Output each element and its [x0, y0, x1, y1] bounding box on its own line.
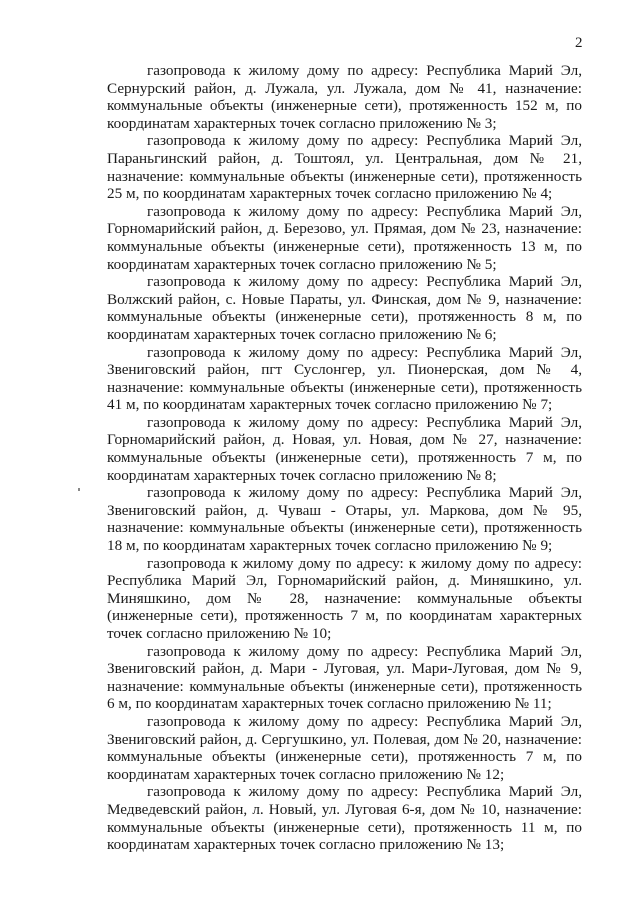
paragraph: газопровода к жилому дому по адресу: Республика Марий Эл, Параньгинский район, д. Тоштоял, ул. Центральная, дом № 21, назначение: коммунальные объекты (инженерные сети), протяженность 25 м, по координатам характерных точек согласно приложению № 4; — [107, 132, 582, 203]
document-body — [107, 62, 582, 854]
paragraph: газопровода к жилому дому по адресу: Республика Марий Эл, Звениговский район, пгт Суслонгер, ул. Пионерская, дом № 4, назначение: коммунальные объекты (инженерные сети), протяженность 41 м, по координатам характерных точек согласно приложению № 7; — [107, 343, 582, 414]
paragraph: газопровода к жилому дому по адресу: Республика Марий Эл, Медведевский район, л. Новый, ул. Луговая 6-я, дом № 10, назначение: коммунальные объекты (инженерные сети), протяженность 11 м, по координатам характерных точек согласно приложению № 13; — [107, 783, 582, 854]
paragraph: газопровода к жилому дому по адресу: Республика Марий Эл, Звениговский район, д. Сергушкино, ул. Полевая, дом № 20, назначение: коммунальные объекты (инженерные сети), протяженность 7 м, по координатам характерных точек согласно приложению № 12; — [107, 712, 582, 783]
page-number: 2 — [575, 35, 583, 51]
margin-mark — [78, 488, 80, 491]
paragraph: газопровода к жилому дому по адресу: к жилому дому по адресу: Республика Марий Эл, Горномарийский район, д. Миняшкино, ул. Миняшкино, дом № 28, назначение: коммунальные объекты (инженерные сети), протяженность 7 м, по координатам характерных точек согласно приложению № 10; — [107, 554, 582, 642]
paragraph: газопровода к жилому дому по адресу: Республика Марий Эл, Горномарийский район, д. Березово, ул. Прямая, дом № 23, назначение: коммунальные объекты (инженерные сети), протяженность 13 м, по координатам характерных точек согласно приложению № 5; — [107, 202, 582, 273]
paragraph: газопровода к жилому дому по адресу: Республика Марий Эл, Звениговский район, д. Мари - Луговая, ул. Мари-Луговая, дом № 9, назначение: коммунальные объекты (инженерные сети), протяженность 6 м, по координатам характерных точек согласно приложению № 11; — [107, 642, 582, 713]
paragraph: газопровода к жилому дому по адресу: Республика Марий Эл, Звениговский район, д. Чуваш - Отары, ул. Маркова, дом № 95, назначение: коммунальные объекты (инженерные сети), протяженность 18 м, по координатам характерных точек согласно приложению № 9; — [107, 484, 582, 555]
paragraph: газопровода к жилому дому по адресу: Республика Марий Эл, Горномарийский район, д. Новая, ул. Новая, дом № 27, назначение: коммунальные объекты (инженерные сети), протяженность 7 м, по координатам характерных точек согласно приложению № 8; — [107, 413, 582, 484]
paragraph: газопровода к жилому дому по адресу: Республика Марий Эл, Сернурский район, д. Лужала, ул. Лужала, дом № 41, назначение: коммунальные объекты (инженерные сети), протяженность 152 м, по координатам характерных точек согласно приложению № 3; — [107, 62, 582, 132]
paragraph: газопровода к жилому дому по адресу: Республика Марий Эл, Волжский район, с. Новые Параты, ул. Финская, дом № 9, назначение: коммунальные объекты (инженерные сети), протяженность 8 м, по координатам характерных точек согласно приложению № 6; — [107, 273, 582, 343]
